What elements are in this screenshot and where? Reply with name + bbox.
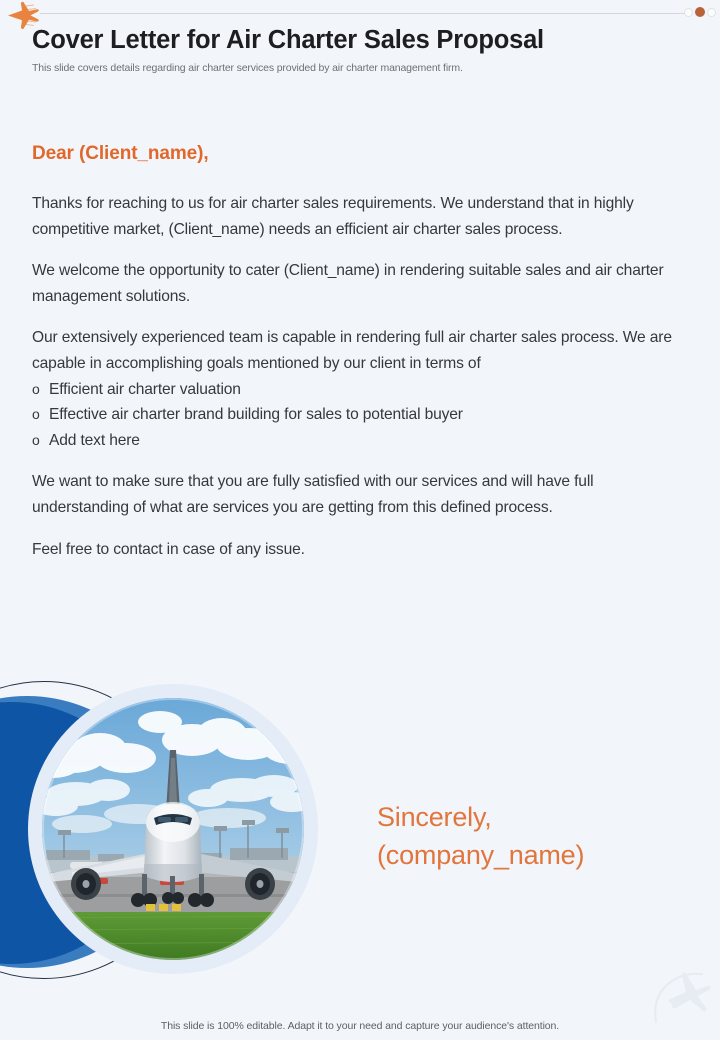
- footer-note: This slide is 100% editable. Adapt it to your need and capture your audience's attention.: [160, 1020, 560, 1032]
- dot-hollow-right: [707, 8, 716, 17]
- signoff-block: [377, 798, 584, 874]
- slide-header: [32, 26, 692, 74]
- top-divider-rule: [40, 13, 692, 14]
- letter-paragraph-4: We want to make sure that you are fully satisfied with our services and will have full understanding of what are services you are getting from this defined process.: [32, 473, 594, 516]
- letter-paragraph-2: We welcome the opportunity to cater (Client_name) in rendering suitable sales and air charter management solutions.: [32, 262, 664, 305]
- list-item: o Effective air charter brand building for sales to potential buyer: [32, 402, 680, 428]
- dot-solid-center: [695, 7, 705, 17]
- signoff-line-2: (company_name): [377, 840, 585, 870]
- signoff-line-1: Sincerely,: [377, 802, 492, 832]
- capability-bullet-list: [32, 377, 680, 454]
- list-item: o Efficient air charter valuation: [32, 377, 680, 403]
- airplane-circle-graphic: [0, 672, 420, 992]
- dot-hollow-left: [684, 8, 693, 17]
- salutation: Dear (Client_name),: [32, 143, 209, 164]
- letter-body: [32, 143, 680, 578]
- letter-paragraph-1: Thanks for reaching to us for air charter sales requirements. We understand that in highly competitive market, (Client_name) needs an efficient air charter sales process.: [32, 195, 634, 238]
- list-item: o Add text here: [32, 428, 680, 454]
- airplane-photo: [42, 698, 304, 960]
- page-subtitle: This slide covers details regarding air charter services provided by air charter management firm.: [32, 61, 463, 74]
- letter-paragraph-3: Our extensively experienced team is capable in rendering full air charter sales process. We are capable in accomplishing goals mentioned by our client in terms of: [32, 329, 672, 372]
- airplane-trail-icon: [650, 964, 712, 1028]
- letter-paragraph-5: Feel free to contact in case of any issue.: [32, 540, 305, 558]
- page-title: Cover Letter for Air Charter Sales Proposal: [32, 26, 544, 54]
- top-dot-markers: [684, 7, 716, 17]
